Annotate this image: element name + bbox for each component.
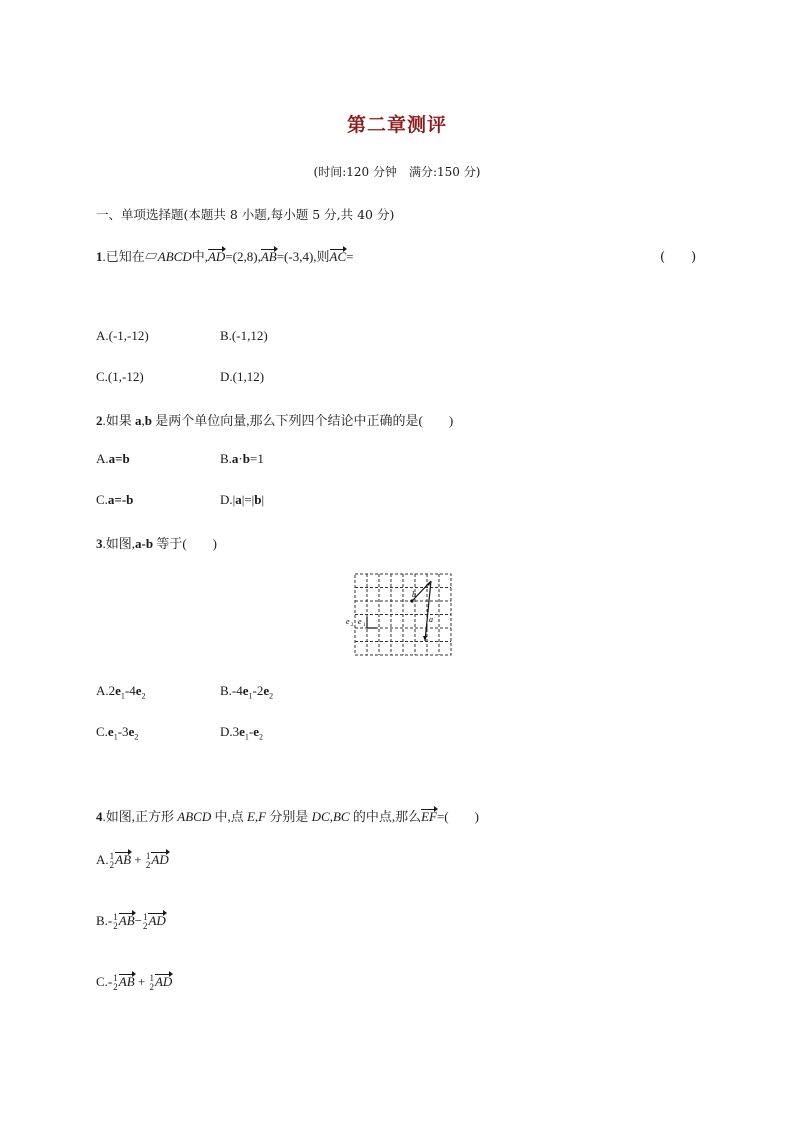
option-c xyxy=(96,974,172,992)
math-text: ABCD xyxy=(157,249,192,264)
fraction-numerator: 1 xyxy=(149,973,154,984)
option-label: A.2 xyxy=(96,683,116,698)
vector-a: a xyxy=(135,413,142,428)
option-label: B.-4 xyxy=(220,683,243,698)
vector-ab: AB xyxy=(260,249,277,264)
option-c xyxy=(96,724,138,742)
option-a: A.(-1,-12) xyxy=(96,328,149,343)
label-e2: e xyxy=(346,617,350,626)
fraction-half xyxy=(113,974,118,992)
fraction-denominator: 2 xyxy=(113,921,118,932)
question-text: .如图,正方形 xyxy=(102,809,178,824)
option-a xyxy=(96,683,146,701)
option-label: C. xyxy=(96,724,108,739)
subscript: 2 xyxy=(259,732,264,742)
basis-vector: e xyxy=(242,683,249,698)
fraction-denominator: 2 xyxy=(113,982,118,993)
option-label: A. xyxy=(96,852,109,867)
subscript: 2 xyxy=(141,691,146,701)
basis-vector: e xyxy=(128,724,135,739)
vector-ac: AC xyxy=(329,249,347,264)
option-math: - xyxy=(248,724,254,739)
basis-vector: e xyxy=(263,683,270,698)
option-math: b xyxy=(254,492,262,507)
option-math: -3 xyxy=(117,724,129,739)
question-number: 4 xyxy=(96,809,103,824)
math-text: DC,BC xyxy=(311,809,350,824)
question-text: , xyxy=(141,413,145,428)
subscript: 2 xyxy=(269,691,274,701)
basis-vector: e xyxy=(115,683,121,698)
subscript: 1 xyxy=(113,732,118,742)
question-text: =(-3,4),则 xyxy=(276,249,330,264)
label-e1-sub: 1 xyxy=(363,623,366,628)
option-math: -4 xyxy=(124,683,136,698)
option-label: A. xyxy=(96,451,109,466)
option-c xyxy=(96,492,133,508)
option-math: a=-b xyxy=(107,492,134,507)
option-math: a=b xyxy=(108,451,130,466)
question-text: .如果 xyxy=(102,413,136,428)
page-title: 第二章测评 xyxy=(346,114,447,136)
vector-ad: AD xyxy=(148,913,166,928)
answer-bracket: ( ) xyxy=(660,250,697,265)
math-text: ABCD xyxy=(177,809,212,824)
question-text: =(2,8), xyxy=(225,249,261,264)
question-text: .如图, xyxy=(102,536,136,551)
question-text: 是两个单位向量,那么下列四个结论中正确的是( ) xyxy=(152,413,454,428)
option-d: D.(1,12) xyxy=(220,369,265,384)
fraction-denominator: 2 xyxy=(149,982,154,993)
option-label: C. xyxy=(96,492,108,507)
fraction-numerator: 1 xyxy=(113,973,118,984)
question-number: 2 xyxy=(96,413,103,428)
label-a: a xyxy=(429,615,433,624)
fraction-half xyxy=(110,852,115,870)
subscript: 1 xyxy=(120,691,125,701)
option-b xyxy=(220,683,273,701)
section-heading: 一、单项选择题(本题共 8 小题,每小题 5 分,共 40 分) xyxy=(96,207,395,222)
question-number: 3 xyxy=(96,536,103,551)
question-text: .已知在▱ xyxy=(102,249,158,264)
fraction-numerator: 1 xyxy=(113,912,118,923)
option-a xyxy=(96,852,169,870)
math-text: E,F xyxy=(246,809,267,824)
label-e2-sub: 2 xyxy=(351,623,354,628)
option-math: a xyxy=(235,492,242,507)
exam-info: (时间:120 分钟 满分:150 分) xyxy=(313,165,481,179)
question-text: 等于( ) xyxy=(153,536,217,551)
vector-ab: AB xyxy=(118,974,135,989)
question-text: = xyxy=(346,249,354,264)
question-math: a-b xyxy=(135,536,154,551)
option-label: D.3 xyxy=(220,724,240,739)
option-math: b xyxy=(242,451,250,466)
basis-vector: e xyxy=(253,724,260,739)
vector-ab: AB xyxy=(115,852,132,867)
fraction-half xyxy=(149,974,154,992)
vector-ab: AB xyxy=(118,913,135,928)
fraction-numerator: 1 xyxy=(142,912,148,923)
operator: + xyxy=(137,974,146,989)
fraction-numerator: 1 xyxy=(145,851,151,862)
subscript: 1 xyxy=(244,732,249,742)
option-math: · xyxy=(238,451,243,466)
basis-vector: e xyxy=(239,724,245,739)
vector-ad: AD xyxy=(151,852,169,867)
question-3 xyxy=(96,533,217,552)
operator: − xyxy=(134,913,142,928)
option-d xyxy=(220,724,263,742)
label-b: b xyxy=(412,590,416,599)
vector-ad: AD xyxy=(207,249,226,264)
fraction-denominator: 2 xyxy=(145,860,151,871)
basis-vector: e xyxy=(107,724,114,739)
subscript: 1 xyxy=(248,691,253,701)
fraction-half xyxy=(146,852,151,870)
question-4 xyxy=(96,806,479,825)
label-e1: e xyxy=(358,617,362,626)
option-c: C.(1,-12) xyxy=(96,369,144,384)
question-text: 中, xyxy=(191,249,208,264)
option-b xyxy=(96,913,166,931)
vectors xyxy=(367,581,431,641)
option-label: B.- xyxy=(96,913,113,928)
option-b xyxy=(220,451,264,467)
option-math: a xyxy=(231,451,239,466)
option-d xyxy=(220,492,264,508)
option-math: | xyxy=(261,492,265,507)
option-label: B. xyxy=(220,451,232,466)
fraction-denominator: 2 xyxy=(109,860,115,871)
question-text: 分别是 xyxy=(266,809,312,824)
question-text: 的中点,那么 xyxy=(349,809,422,824)
option-math: -2 xyxy=(252,683,264,698)
option-label: D.| xyxy=(220,492,236,507)
fraction-numerator: 1 xyxy=(109,851,115,862)
question-text: =( ) xyxy=(436,809,479,824)
question-text: 中,点 xyxy=(211,809,247,824)
question-number: 1 xyxy=(96,249,103,264)
vector-grid-figure xyxy=(340,568,460,660)
dashed-grid xyxy=(355,574,451,655)
option-b: B.(-1,12) xyxy=(220,328,268,343)
fraction-half xyxy=(113,913,118,931)
subscript: 2 xyxy=(134,732,139,742)
fraction-half xyxy=(143,913,148,931)
option-math: |=| xyxy=(241,492,255,507)
arrow-head xyxy=(423,636,427,641)
option-math: =1 xyxy=(250,451,264,466)
question-2 xyxy=(96,410,453,429)
question-1 xyxy=(96,246,354,265)
option-label: C.- xyxy=(96,974,113,989)
vector-a-arrow xyxy=(425,581,431,641)
vector-ef: EF xyxy=(421,809,437,824)
basis-vector: e xyxy=(135,683,142,698)
fraction-denominator: 2 xyxy=(142,921,148,932)
operator: + xyxy=(134,852,142,867)
option-a xyxy=(96,451,130,467)
point xyxy=(410,599,413,602)
vector-b: b xyxy=(144,413,152,428)
vector-ad: AD xyxy=(154,974,173,989)
